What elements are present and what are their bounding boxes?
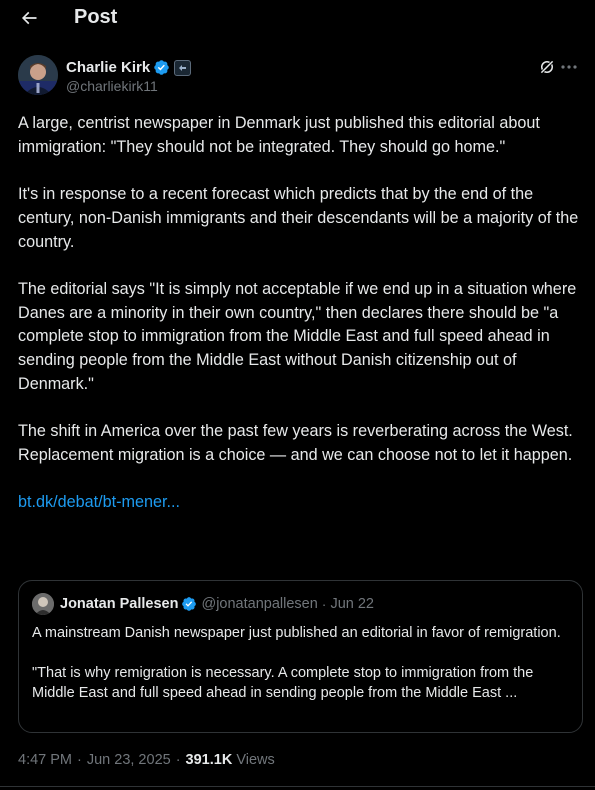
avatar[interactable] xyxy=(18,55,58,95)
author-name-row xyxy=(66,59,191,76)
quoted-paragraph: A mainstream Danish newspaper just published an editorial in favor of remigration. xyxy=(32,625,561,641)
tweet-paragraph: The editorial says "It is simply not acceptable if we end up in a situation where Danes are a minority in their own country," then declares there should be "a complete stop to immigration from the Middle East and full speed ahead in sending people from the Middle East without Danish citizenship out of Denmark." xyxy=(18,279,577,393)
tweet-date[interactable]: Jun 23, 2025 xyxy=(86,752,171,768)
quoted-date: Jun 22 xyxy=(330,596,374,612)
separator-dot: · xyxy=(321,596,327,612)
tweet-time[interactable]: 4:47 PM xyxy=(18,752,72,768)
grok-icon[interactable] xyxy=(538,58,556,76)
verified-badge-icon xyxy=(153,59,170,76)
separator-dot: · xyxy=(175,752,181,768)
quoted-tweet-header xyxy=(32,593,374,615)
tweet-link[interactable]: bt.dk/debat/bt-mener... xyxy=(18,493,180,512)
tweet-author xyxy=(18,55,578,97)
quoted-avatar xyxy=(32,593,54,615)
arrow-left-icon xyxy=(19,8,39,28)
divider xyxy=(0,786,595,787)
post-header xyxy=(0,0,595,36)
affiliate-badge-icon[interactable] xyxy=(174,60,191,76)
separator-dot: · xyxy=(77,752,82,768)
quoted-author-name: Jonatan Pallesen xyxy=(60,596,179,612)
quoted-tweet-text xyxy=(32,623,577,723)
author-name[interactable]: Charlie Kirk xyxy=(66,59,151,76)
page-title: Post xyxy=(74,6,118,28)
author-handle[interactable]: @charliekirk11 xyxy=(66,78,158,94)
tweet-paragraph: The shift in America over the past few years is reverberating across the West. Replacement migration is a choice — and we can choose not to let it happen. xyxy=(18,422,573,464)
tweet-text xyxy=(18,112,583,539)
tweet-paragraph: A large, centrist newspaper in Denmark just published this editorial about immigration: "They should not be integrated. They should go home." xyxy=(18,114,540,156)
quoted-paragraph: "That is why remigration is necessary. A complete stop to immigration from the Middle East and full speed ahead in sending people from the Middle East ... xyxy=(32,665,534,701)
tweet-paragraph: It's in response to a recent forecast which predicts that by the end of the century, non-Danish immigrants and their descendants will be a majority of the country. xyxy=(18,185,579,251)
quoted-tweet[interactable] xyxy=(18,580,583,733)
back-button[interactable] xyxy=(16,6,42,30)
more-horizontal-icon[interactable] xyxy=(560,58,578,76)
tweet-meta xyxy=(18,752,275,768)
quoted-author-handle: @jonatanpallesen xyxy=(201,596,318,612)
verified-badge-icon xyxy=(181,596,197,612)
views-label: Views xyxy=(236,752,275,768)
views-count: 391.1K xyxy=(185,752,233,768)
